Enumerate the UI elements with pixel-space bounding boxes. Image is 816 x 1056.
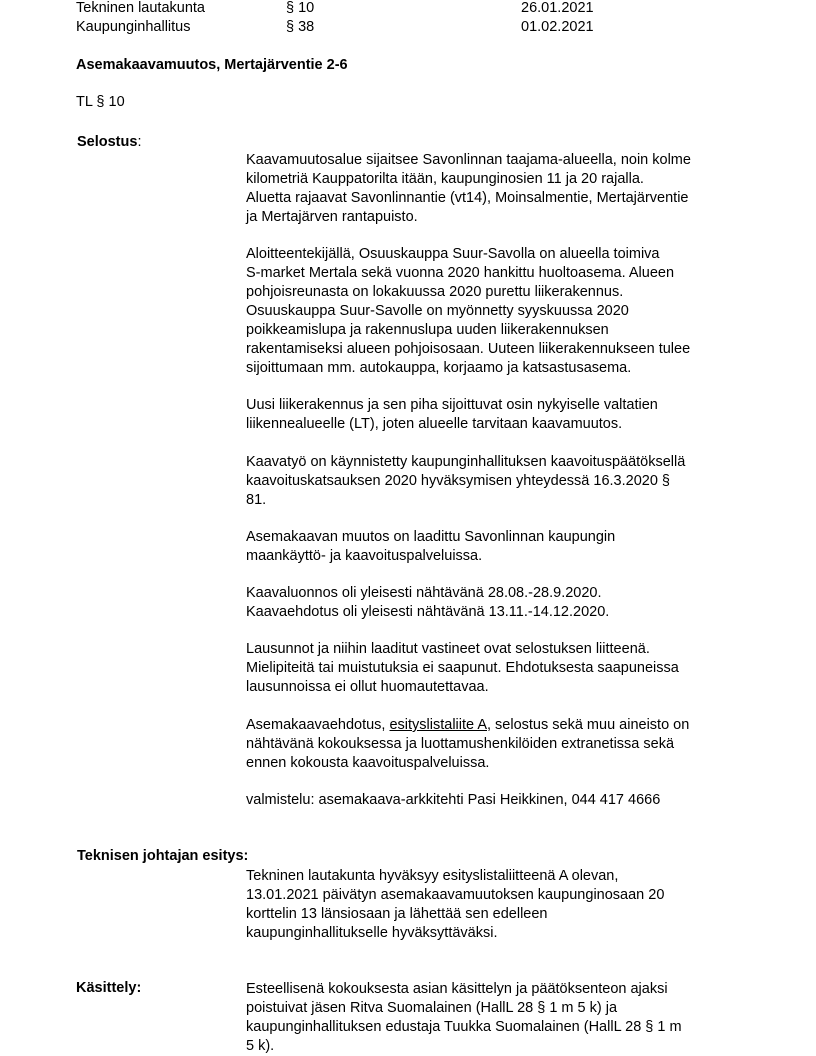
text-line: Kaavaehdotus oli yleisesti nähtävänä 13.11.-14.12.2020. <box>246 604 610 620</box>
text-line: 5 k). <box>246 1038 275 1054</box>
header-section-1: § 10 <box>286 0 315 16</box>
header-section-2: § 38 <box>286 19 315 35</box>
proposal-paragraph <box>246 867 746 943</box>
text-line: valmistelu: asemakaava-arkkitehti Pasi Heikkinen, 044 417 4666 <box>246 792 661 808</box>
selostus-paragraph <box>246 640 746 697</box>
text-line: liikennealueelle (LT), joten alueelle tarvitaan kaavamuutos. <box>246 416 623 432</box>
attachment-paragraph <box>246 716 746 773</box>
text-line: Lausunnot ja niihin laaditut vastineet ovat selostuksen liitteenä. <box>246 641 650 657</box>
text-line: lausunnoissa ei ollut huomautettavaa. <box>246 679 489 695</box>
selostus-paragraph <box>246 528 746 566</box>
preparer-line <box>246 791 746 810</box>
proposal-label: Teknisen johtajan esitys: <box>77 848 249 864</box>
document-title: Asemakaavamuutos, Mertajärventie 2-6 <box>76 57 348 73</box>
attachment-link[interactable]: esityslistaliite A <box>389 717 487 733</box>
text-line: Aloitteentekijällä, Osuuskauppa Suur-Savolla on alueella toimiva <box>246 246 660 262</box>
text-line: maankäyttö- ja kaavoituspalveluissa. <box>246 548 483 564</box>
text-line: Tekninen lautakunta hyväksyy esityslistaliitteenä A olevan, <box>246 868 619 884</box>
selostus-paragraph <box>246 584 746 622</box>
text-line: Mielipiteitä tai muistutuksia ei saapunut. Ehdotuksesta saapuneissa <box>246 660 679 676</box>
text-line: 13.01.2021 päivätyn asemakaavamuutoksen kaupunginosaan 20 <box>246 887 665 903</box>
text-line: kaupunginhallituksen edustaja Tuukka Suomalainen (HallL 28 § 1 m <box>246 1019 682 1035</box>
selostus-paragraph <box>246 453 746 510</box>
text-line: Kaavaluonnos oli yleisesti nähtävänä 28.08.-28.9.2020. <box>246 585 602 601</box>
text-line: poistuivat jäsen Ritva Suomalainen (HallL 28 § 1 m 5 k) ja <box>246 1000 618 1016</box>
text-line: sijoittumaan mm. autokauppa, korjaamo ja katsastusasema. <box>246 360 632 376</box>
handling-paragraph <box>246 980 746 1056</box>
header-date-1: 26.01.2021 <box>521 0 594 16</box>
text-line: kilometriä Kauppatorilta itään, kaupunginosien 11 ja 20 rajalla. <box>246 171 644 187</box>
selostus-paragraph <box>246 245 746 378</box>
selostus-label-colon: : <box>137 134 142 150</box>
text-line: Kaavatyö on käynnistetty kaupunginhallituksen kaavoituspäätöksellä <box>246 454 686 470</box>
text-line: Asemakaavan muutos on laadittu Savonlinnan kaupungin <box>246 529 616 545</box>
text-line: S-market Mertala sekä vuonna 2020 hankittu huoltoasema. Alueen <box>246 265 675 281</box>
selostus-paragraph <box>246 396 746 434</box>
text-line: Esteellisenä kokouksesta asian käsittelyn ja päätöksenteon ajaksi <box>246 981 668 997</box>
text-line: Osuuskauppa Suur-Savolle on myönnetty syyskuussa 2020 <box>246 303 629 319</box>
attachment-post: , selostus sekä muu aineisto on <box>487 717 690 733</box>
text-line: ennen kokousta kaavoituspalveluissa. <box>246 755 490 771</box>
header-body-1: Tekninen lautakunta <box>76 0 205 16</box>
reference: TL § 10 <box>76 94 125 110</box>
text-line: nähtävänä kokouksessa ja luottamushenkilöiden extranetissa sekä <box>246 736 675 752</box>
attachment-first-line <box>246 716 746 735</box>
selostus-paragraph <box>246 151 746 227</box>
attachment-pre: Asemakaavaehdotus, <box>246 717 390 733</box>
text-line: Kaavamuutosalue sijaitsee Savonlinnan taajama-alueella, noin kolme <box>246 152 691 168</box>
text-line: ja Mertajärven rantapuisto. <box>246 209 418 225</box>
text-line: poikkeamislupa ja rakennuslupa uuden liikerakennuksen <box>246 322 609 338</box>
handling-label: Käsittely: <box>76 980 142 996</box>
text-line: Aluetta rajaavat Savonlinnantie (vt14), Moinsalmentie, Mertajärventie <box>246 190 689 206</box>
text-line: kaavoituskatsauksen 2020 hyväksymisen yhteydessä 16.3.2020 § <box>246 473 670 489</box>
text-line: korttelin 13 länsiosaan ja lähettää sen edelleen <box>246 906 548 922</box>
text-line: 81. <box>246 492 267 508</box>
text-line: kaupunginhallitukselle hyväksyttäväksi. <box>246 925 498 941</box>
selostus-label-text: Selostus <box>77 134 138 150</box>
text-line: pohjoisreunasta on lokakuussa 2020 purettu liikerakennus. <box>246 284 624 300</box>
header-date-2: 01.02.2021 <box>521 19 594 35</box>
text-line: rakentamiseksi alueen pohjoisosaan. Uuteen liikerakennukseen tulee <box>246 341 691 357</box>
header-body-2: Kaupunginhallitus <box>76 19 191 35</box>
text-line: Uusi liikerakennus ja sen piha sijoittuvat osin nykyiselle valtatien <box>246 397 658 413</box>
selostus-label <box>77 134 141 150</box>
